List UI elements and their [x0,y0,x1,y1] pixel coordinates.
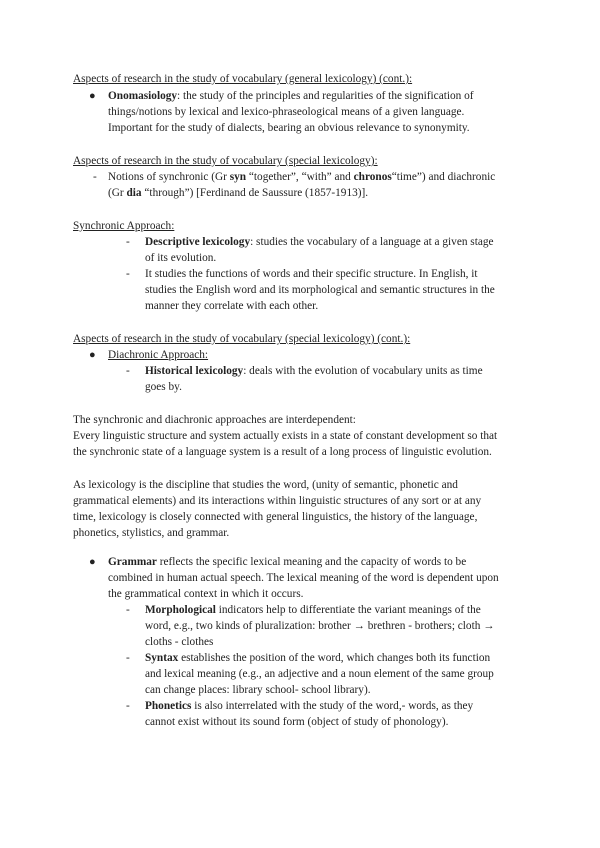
bullet-icon: ● [89,556,96,568]
section-heading-general: Aspects of research in the study of vocabulary (general lexicology) (cont.): [73,73,413,85]
synchronic-approach-heading: Synchronic Approach: [73,220,175,232]
term-onomasiology: Onomasiology [108,90,178,102]
historical-lexicology-line-1: Historical lexicology: deals with the evolution of vocabulary units as time [145,365,483,377]
section-heading-special-cont: Aspects of research in the study of vocabulary (special lexicology) (cont.): [73,333,411,345]
dash-marker: - [126,700,130,712]
functions-line-3: manner they correlate with each other. [145,300,319,312]
synchronic-notion-line-1: Notions of synchronic (Gr syn “together”, “with” and chronos“time”) and diachronic [108,171,496,183]
diachronic-approach-heading: Diachronic Approach: [108,349,209,361]
onomasiology-line-3: Important for the study of dialects, bearing an obvious relevance to synonymity. [108,122,470,134]
section-heading-special: Aspects of research in the study of vocabulary (special lexicology): [73,155,378,167]
grammar-line-1: Grammar reflects the specific lexical meaning and the capacity of words to be [108,556,467,568]
morphological-line-2: word, e.g., two kinds of pluralization: brother → brethren - brothers; cloth → [145,620,495,632]
historical-lexicology-line-2: goes by. [145,381,182,393]
dash-marker: - [126,604,130,616]
interdependence-line-3: the synchronic state of a language system is a result of a long process of linguistic evolution. [73,446,492,458]
bullet-icon: ● [89,90,96,102]
lexicology-connection-line-3: time, lexicology is closely connected with general linguistics, the history of the language, [73,511,478,523]
onomasiology-line-2: things/notions by lexical and lexico-phraseological means of a given language. [108,106,465,118]
descriptive-lexicology-line-2: of its evolution. [145,252,217,264]
morphological-line-3: cloths - clothes [145,636,214,648]
functions-line-1: It studies the functions of words and their specific structure. In English, it [145,268,478,280]
lexicology-connection-line-1: As lexicology is the discipline that studies the word, (unity of semantic, phonetic and [73,479,458,491]
onomasiology-line-1: Onomasiology: the study of the principles and regularities of the signification of [108,90,474,102]
synchronic-notion-line-2: (Gr dia “through”) [Ferdinand de Saussure (1857-1913)]. [108,187,369,199]
dash-marker: - [126,268,130,280]
dash-marker: - [126,236,130,248]
dash-marker: - [126,652,130,664]
syntax-line-2: and lexical meaning (e.g., an adjective and a noun element of the same group [145,668,494,680]
grammar-line-2: combined in human actual speech. The lexical meaning of the word is dependent upon [108,572,499,584]
lexicology-connection-line-4: phonetics, stylistics, and grammar. [73,527,230,539]
dash-marker: - [126,365,130,377]
functions-line-2: studies the English word and its morphological and semantic structures in the [145,284,495,296]
lexicology-connection-line-2: grammatical elements) and its interactions within linguistic structures of any sort or at any [73,495,482,507]
phonetics-line-1: Phonetics is also interrelated with the study of the word,- words, as they [145,700,474,712]
descriptive-lexicology-line-1: Descriptive lexicology: studies the vocabulary of a language at a given stage [145,236,494,248]
morphological-line-1: Morphological indicators help to differentiate the variant meanings of the [145,604,481,616]
bullet-icon: ● [89,349,96,361]
syntax-line-1: Syntax establishes the position of the word, which changes both its function [145,652,491,664]
interdependence-line-1: The synchronic and diachronic approaches are interdependent: [73,414,356,426]
dash-marker: - [93,171,97,183]
phonetics-line-2: cannot exist without its sound form (object of study of phonology). [145,716,449,728]
interdependence-line-2: Every linguistic structure and system actually exists in a state of constant development so that [73,430,498,442]
syntax-line-3: can change places: library school- school library). [145,684,371,696]
grammar-line-3: the grammatical context in which it occurs. [108,588,304,600]
